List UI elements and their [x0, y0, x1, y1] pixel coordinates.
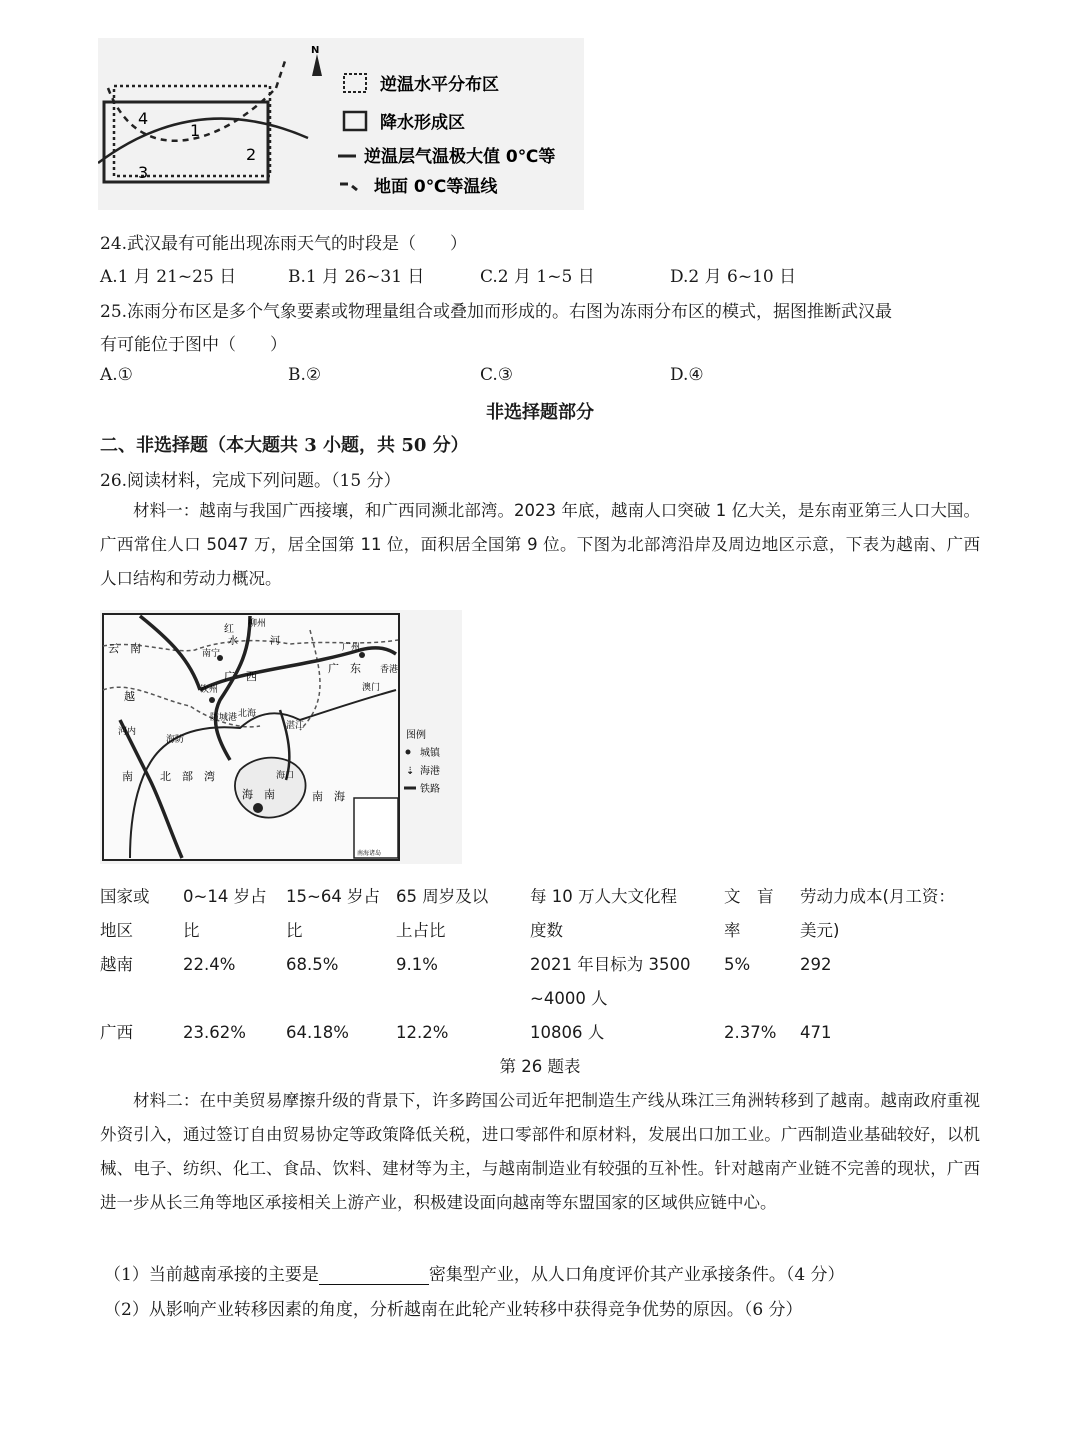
q26-stem: 26.阅读材料，完成下列问题。（15 分）: [100, 471, 401, 491]
legend-item-2: 逆温层气温极大值 0℃等: [364, 147, 556, 167]
map-label-guangzhou: 广州: [342, 643, 361, 653]
map-label-beihai: 北海: [238, 709, 257, 719]
q25-option-c[interactable]: C.③: [480, 365, 514, 385]
map-inset: [354, 798, 398, 858]
table-header-5: 文 盲 率: [724, 887, 774, 940]
q26-sub1-blank[interactable]: [319, 1266, 429, 1285]
map-label-qinzhou: 钦州: [200, 685, 219, 695]
q25-stem-line1: 25.冻雨分布区是多个气象要素或物理量组合或叠加而形成的。右图为冻雨分布区的模式，据图推断武汉最: [100, 302, 893, 322]
map-label-xianggang: 香港: [380, 665, 399, 675]
legend-item-0: 逆温水平分布区: [380, 75, 499, 95]
q24-option-a[interactable]: A.1 月 21~25 日: [100, 267, 237, 287]
table-header-2: 15~64 岁占 比: [286, 887, 381, 940]
map-label-yue: 越: [124, 690, 135, 703]
table-cell-r1-c4-extra: ~4000 人: [530, 989, 608, 1008]
table-cell-r2-c6: 471: [800, 1023, 832, 1042]
map-label-haiphong: 海防: [166, 735, 185, 745]
north-label: N: [311, 45, 320, 56]
table-cell-r1-c0: 越南: [100, 955, 133, 974]
table-cell-r2-c2: 64.18%: [286, 1023, 349, 1042]
q25-stem-line2: 有可能位于图中（ ）: [100, 335, 287, 355]
table-cell-r1-c2: 68.5%: [286, 955, 339, 974]
beibu-gulf-map: [100, 610, 462, 864]
map-label-inset: 南海诸岛: [357, 850, 382, 857]
map-label-shui: 水: [228, 636, 238, 647]
area-label-4: 4: [138, 109, 149, 128]
q25-option-d[interactable]: D.④: [670, 365, 704, 385]
table-cell-r2-c4: 10806 人: [530, 1023, 605, 1042]
table-cell-r2-c3: 12.2%: [396, 1023, 449, 1042]
map-label-guangdong: 广 东: [328, 662, 361, 675]
q24-stem: 24.武汉最有可能出现冻雨天气的时段是（ ）: [100, 234, 468, 254]
legend-solid-box-icon: [344, 112, 366, 130]
part-two-title: 二、非选择题（本大题共 3 小题，共 50 分）: [100, 435, 469, 456]
table-header-4: 每 10 万人大文化程 度数: [530, 887, 677, 940]
map-label-guangxi: 广 西: [224, 670, 257, 683]
map-label-fangcheng: 防城港: [210, 713, 238, 723]
table-header-1: 0~14 岁占 比: [183, 887, 267, 940]
area-label-2: 2: [246, 145, 257, 164]
map-legend-town: 城镇: [420, 748, 440, 759]
table-cell-r1-c1: 22.4%: [183, 955, 236, 974]
port-icon: ⇣: [406, 766, 415, 777]
north-arrow-icon: [312, 54, 322, 76]
table-header-3: 65 周岁及以 上占比: [396, 887, 489, 940]
legend-dashed-box-icon: [344, 74, 366, 92]
map-legend-port: 海港: [420, 766, 440, 777]
table-header-0: 国家或 地区: [100, 887, 150, 940]
beibu-gulf-map-svg: [100, 610, 462, 864]
map-label-nanning: 南宁: [202, 649, 221, 659]
q26-sub1-post: 密集型产业，从人口角度评价其产业承接条件。（4 分）: [428, 1265, 845, 1285]
map-label-nanhai: 南 海: [312, 790, 345, 803]
freezing-rain-figure: [98, 38, 584, 210]
map-label-hanoi: 河内: [118, 727, 137, 737]
map-label-nan-vn: 南: [122, 770, 133, 783]
inversion-zero-line: [98, 119, 308, 163]
town-icon: [406, 750, 411, 755]
map-legend-title: 图例: [406, 730, 426, 741]
map-label-liuzhou: 柳州: [248, 619, 267, 629]
table-header-6: 劳动力成本(月工资： 美元): [800, 887, 955, 940]
table-cell-r2-c0: 广西: [100, 1023, 133, 1042]
q25-option-b[interactable]: B.②: [288, 365, 322, 385]
q25-option-a[interactable]: A.①: [100, 365, 133, 385]
q24-option-c[interactable]: C.2 月 1~5 日: [480, 267, 595, 287]
map-label-yunnan: 云 南: [108, 642, 141, 655]
q26-material2: 材料二：在中美贸易摩擦升级的背景下，许多跨国公司近年把制造生产线从珠江三角洲转移到了越南。越南政府重视外资引入，通过签订自由贸易协定等政策降低关税，进口零部件和原材料，发展出口加工业。广西制造业基础较好，以机械、电子、纺织、化工、食品、饮料、建材等为主，与越南制造业有较强的互补性。针对越南产业链不完善的现状，广西进一步从长三角等地区承接相关上游产业，积极建设面向越南等东盟国家的区域供应链中心。: [100, 1091, 980, 1212]
map-label-he: 河: [270, 636, 280, 647]
map-label-hong: 红: [224, 624, 234, 635]
table-cell-r1-c4: 2021 年目标为 3500: [530, 955, 691, 974]
table-cell-r1-c3: 9.1%: [396, 955, 438, 974]
table-cell-r1-c6: 292: [800, 955, 832, 974]
table-caption: 第 26 题表: [499, 1057, 581, 1076]
q24-option-b[interactable]: B.1 月 26~31 日: [288, 267, 425, 287]
section-title: 非选择题部分: [486, 402, 594, 423]
area-label-3: 3: [138, 163, 149, 182]
map-label-aomen: 澳门: [362, 683, 381, 693]
map-label-zhanjiang: 湛江: [286, 721, 305, 731]
q26-sub2: （2）从影响产业转移因素的角度，分析越南在此轮产业转移中获得竞争优势的原因。（6 分）: [104, 1300, 803, 1320]
legend-item-3: 地面 0℃等温线: [374, 177, 498, 197]
map-label-haikou: 海口: [276, 771, 295, 781]
table-cell-r1-c5: 5%: [724, 955, 751, 974]
table-cell-r2-c5: 2.37%: [724, 1023, 777, 1042]
map-label-beibuwan: 北 部 湾: [160, 770, 215, 783]
q26-sub1-pre: （1）当前越南承接的主要是: [104, 1265, 319, 1285]
freezing-rain-diagram: [98, 38, 584, 210]
q26-material1: 材料一：越南与我国广西接壤，和广西同濒北部湾。2023 年底，越南人口突破 1 亿大关，是东南亚第三人口大国。广西常住人口 5047 万，居全国第 11 位，面积居全国第 9 位。下图为北部湾沿岸及周边地区示意，下表为越南、广西人口结构和劳动力概况。: [100, 501, 980, 588]
area-label-1: 1: [190, 121, 201, 140]
map-label-hainan: 海 南: [242, 788, 275, 801]
table-cell-r2-c1: 23.62%: [183, 1023, 246, 1042]
q24-option-d[interactable]: D.2 月 6~10 日: [670, 267, 797, 287]
map-legend-railway: 铁路: [420, 784, 440, 795]
legend-item-1: 降水形成区: [380, 113, 465, 133]
q26-sub1: [104, 1260, 845, 1285]
